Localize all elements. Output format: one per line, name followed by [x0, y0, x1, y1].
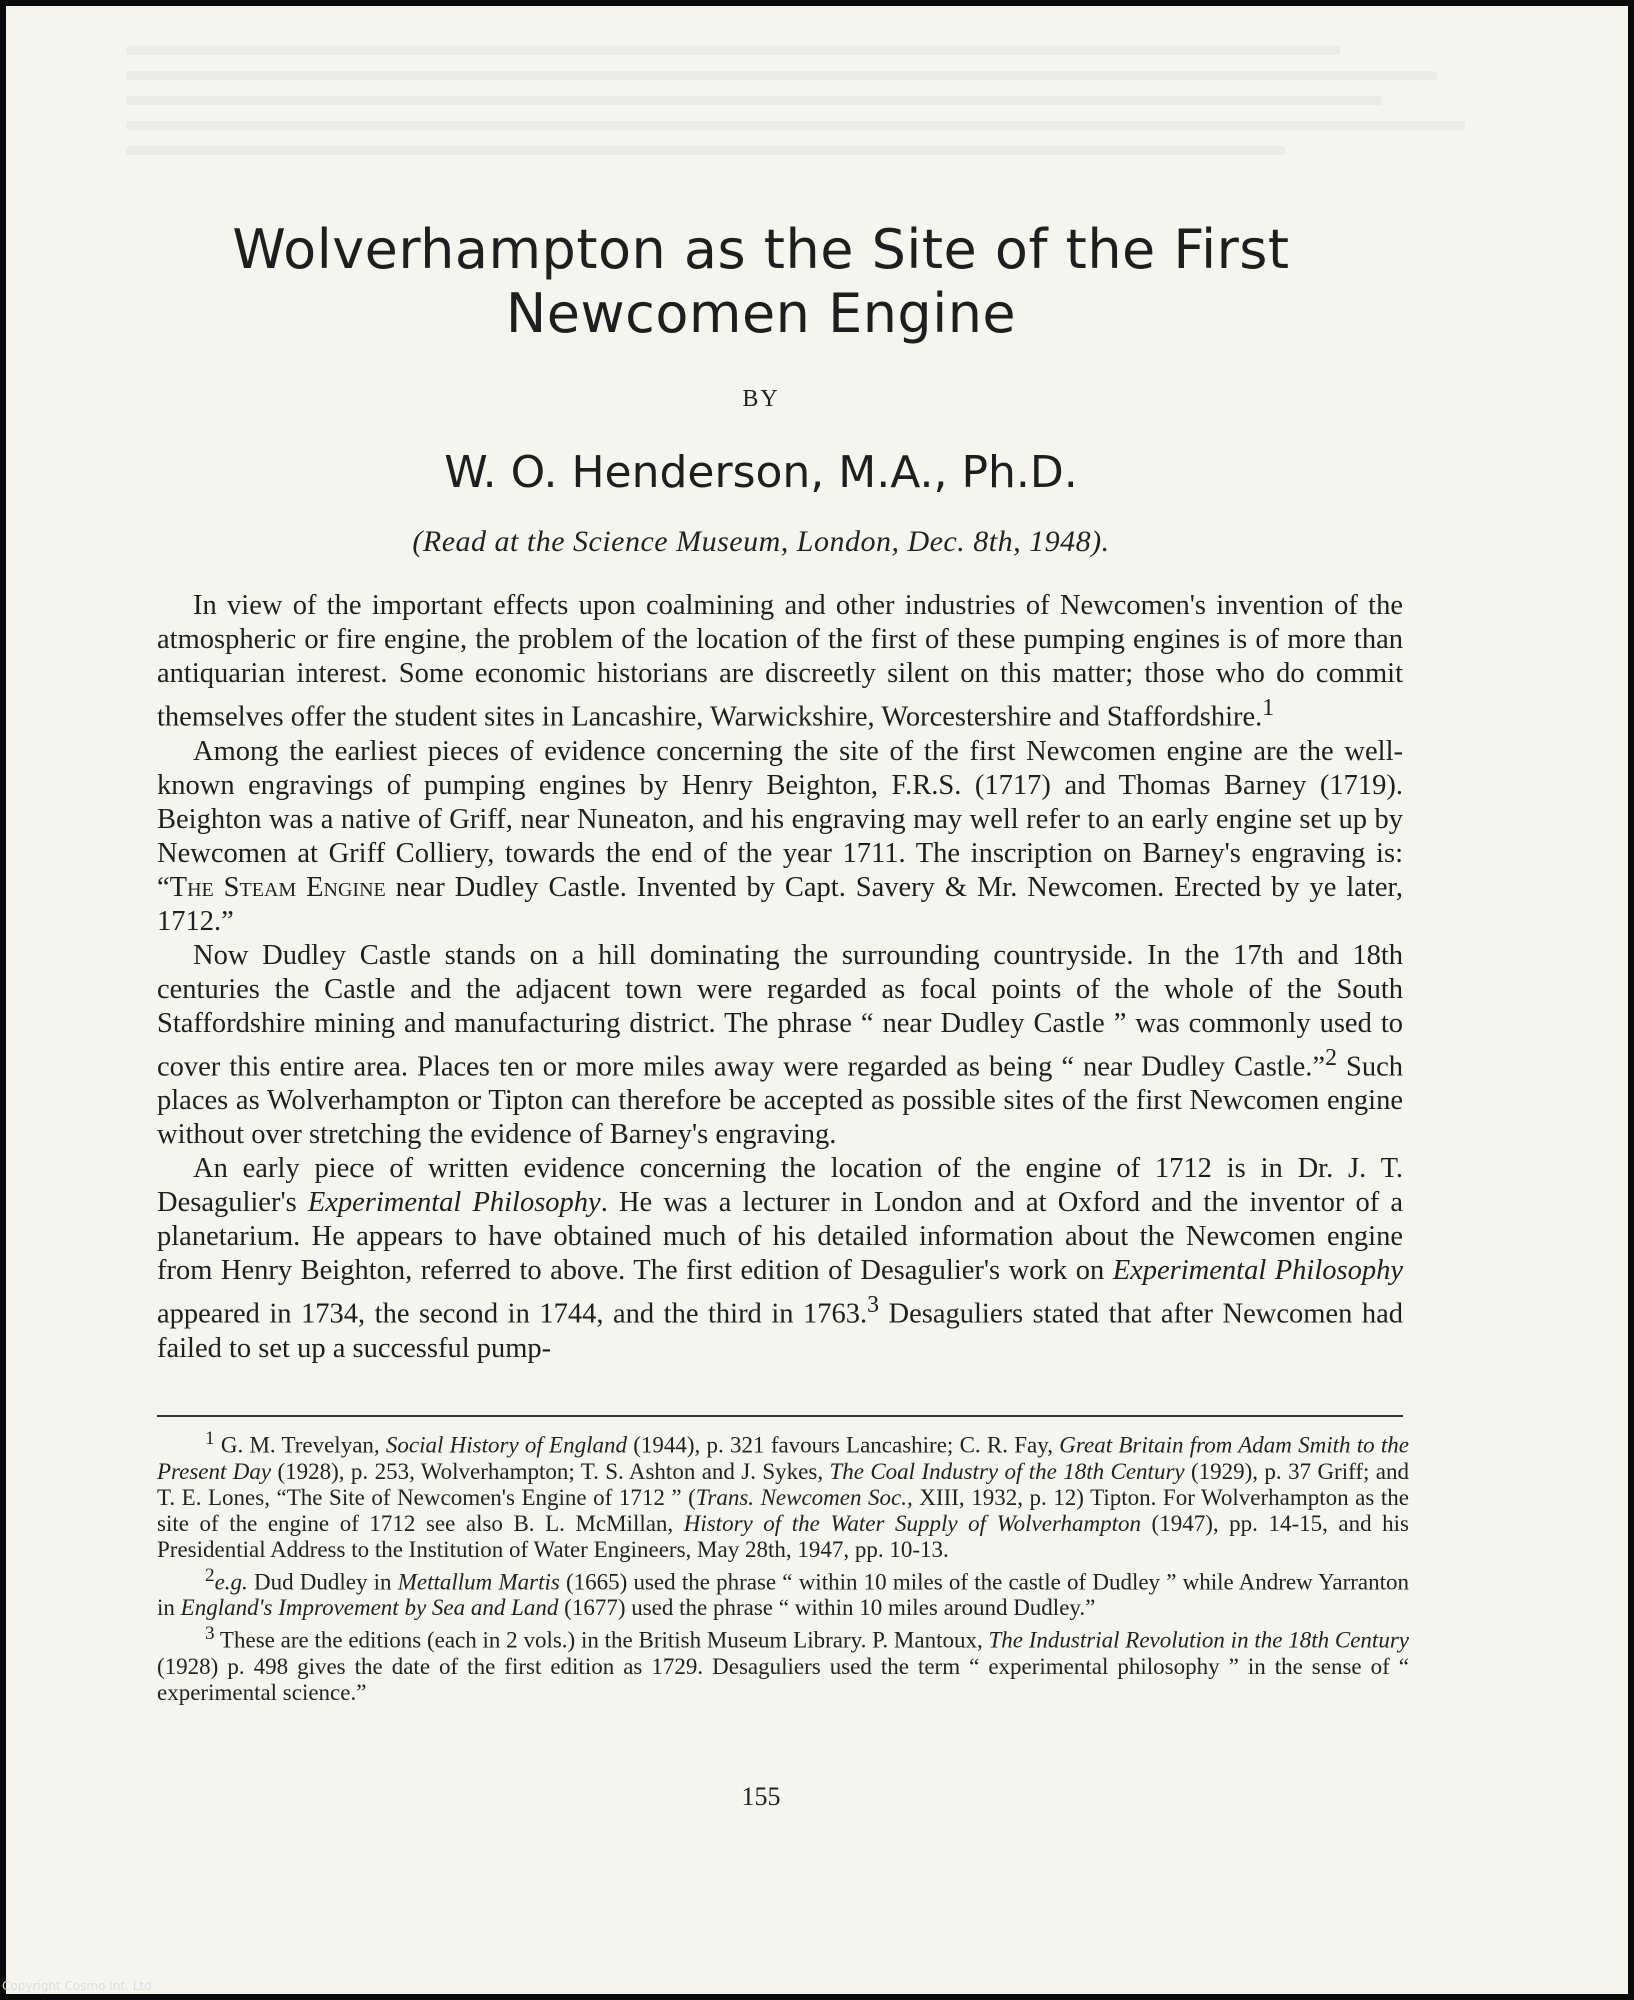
footnotes: [157, 1426, 1409, 1706]
copyright-watermark: Copyright Cosmo Int. Ltd: [2, 1979, 152, 1993]
footnote-ref-1: 1: [1262, 695, 1275, 721]
footnote-3: $^3$ These are the editions (each in 2 vols.) in the British Museum Library. P. Mantoux, The Industrial Revolution in the 18th Century (1928) p. 498 gives the date of the first edition as 1729. Desaguliers used the term “ experimental philosophy ” in the sense of “ experimental science.”: [157, 1623, 1409, 1705]
footnote-ref-2: 2: [1325, 1044, 1337, 1071]
title-line-2: Newcomen Engine: [505, 282, 1017, 345]
footnote-ref-3: 3: [867, 1292, 880, 1318]
footnote-2: $^2$e.g. Dud Dudley in Mettallum Martis (1665) used the phrase “ within 10 miles of the castle of Dudley ” while Andrew Yarranton in England's Improvement by Sea and Land (1677) used the phrase “ within 10 miles around Dudley.”: [157, 1564, 1409, 1621]
author-name: W. O. Henderson, M.A., Ph.D.: [444, 447, 1078, 498]
article-body: [157, 589, 1403, 1366]
footnote-divider: [157, 1415, 1403, 1417]
engraving-title: The Steam Engine: [169, 871, 386, 903]
book-page: [6, 6, 1628, 1994]
paragraph-3: Now Dudley Castle stands on a hill dominating the surrounding countryside. In the 17th and 18th centuries the Castle and the adjacent town were regarded as focal points of the whole of the South Staffordshire mining and manufacturing district. The phrase “ near Dudley Castle ” was commonly used to cover this entire area. Places ten or more miles away were regarded as being “ near Dudley Castle.”$^2$ Such places as Wolverhampton or Tipton can therefore be accepted as possible sites of the first Newcomen engine without over stretching the evidence of Barney's engraving.: [157, 939, 1404, 1150]
article-title: [6, 218, 1516, 346]
paragraph-2: Among the earliest pieces of evidence concerning the site of the first Newcomen engine are the well-known engravings of pumping engines by Henry Beighton, F.R.S. (1717) and Thomas Barney (1719). Beighton was a native of Griff, near Nuneaton, and his engraving may well refer to an early engine set up by Newcomen at Griff Colliery, towards the end of the year 1711. The inscription on Barney's engraving is: “The Steam Engine near Dudley Castle. Invented by Capt. Savery & Mr. Newcomen. Erected by ye later, 1712.”: [157, 735, 1403, 937]
title-line-1: Wolverhampton as the Site of the First: [232, 218, 1290, 281]
paragraph-4: An early piece of written evidence concerning the location of the engine of 1712 is in Dr. J. T. Desagulier's Experimental Philosophy. He was a lecturer in London and at Oxford and the inventor of a planetarium. He appears to have obtained much of his detailed information about the Newcomen engine from Henry Beighton, referred to above. The first edition of Desagulier's work on Experimental Philosophy appeared in 1734, the second in 1744, and the third in 1763.$^3$ Desaguliers stated that after Newcomen had failed to set up a successful pump-: [157, 1153, 1403, 1364]
read-note: (Read at the Science Museum, London, Dec. 8th, 1948).: [412, 525, 1110, 558]
page-number: 155: [741, 1782, 781, 1811]
footnote-1: $^1$ G. M. Trevelyan, Social History of England (1944), p. 321 favours Lancashire; C. R. Fay, Great Britain from Adam Smith to the Present Day (1928), p. 253, Wolverhampton; T. S. Ashton and J. Sykes, The Coal Industry of the 18th Century (1929), p. 37 Griff; and T. E. Lones, “The Site of Newcomen's Engine of 1712 ” (Trans. Newcomen Soc., XIII, 1932, p. 12) Tipton. For Wolverhampton as the site of the engine of 1712 see also B. L. McMillan, History of the Water Supply of Wolverhampton (1947), pp. 14-15, and his Presidential Address to the Institution of Water Engineers, May 28th, 1947, pp. 10-13.: [157, 1428, 1409, 1562]
byline-label: BY: [742, 386, 780, 412]
paragraph-1: In view of the important effects upon coalmining and other industries of Newcomen's invention of the atmospheric or fire engine, the problem of the location of the first of these pumping engines is of more than antiquarian interest. Some economic historians are discreetly silent on this matter; those who do commit themselves offer the student sites in Lancashire, Warwickshire, Worcestershire and Staffordshire.$^1$: [157, 590, 1403, 733]
book-title: Experimental Philosophy: [307, 1187, 601, 1218]
book-title: Experimental Philosophy: [1112, 1255, 1403, 1286]
bleed-through-text: [126, 46, 1506, 206]
